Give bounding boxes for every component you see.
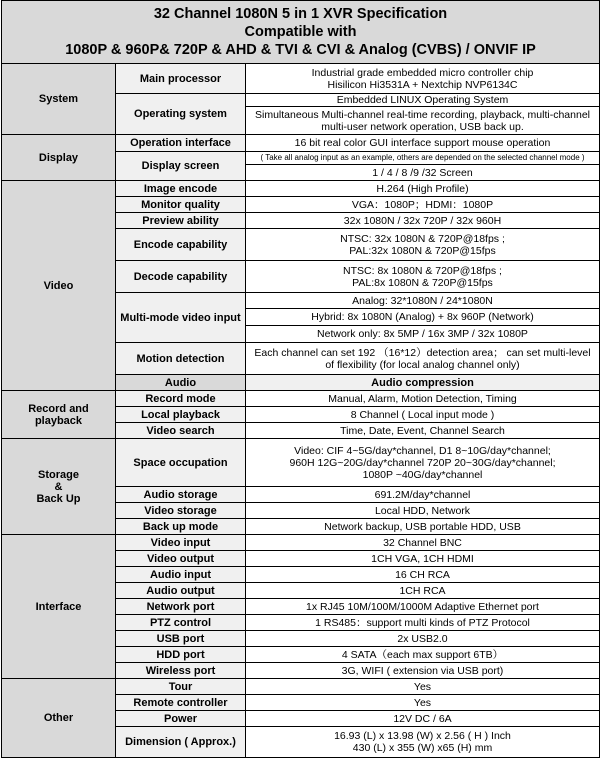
label-main-processor: Main processor (116, 64, 246, 94)
value-audio-storage: 691.2M/day*channel (246, 487, 600, 503)
value-usb-port: 2x USB2.0 (246, 631, 600, 647)
category-system: System (2, 64, 116, 135)
spec-sheet (1, 0, 599, 758)
title-row (2, 1, 600, 64)
value-network-port: 1x RJ45 10M/100M/1000M Adaptive Ethernet port (246, 599, 600, 615)
value-back-up-mode: Network backup, USB portable HDD, USB (246, 519, 600, 535)
table-row (2, 439, 600, 487)
value-video-output: 1CH VGA, 1CH HDMI (246, 551, 600, 567)
label-multi-mode-video-input: Multi-mode video input (116, 293, 246, 343)
value-video-input: 32 Channel BNC (246, 535, 600, 551)
value-local-playback: 8 Channel ( Local input mode ) (246, 407, 600, 423)
value-audio-output: 1CH RCA (246, 583, 600, 599)
value-line: PAL:8x 1080N & 720P@15fps (352, 276, 493, 289)
value-operating-system-2: Simultaneous Multi-channel real-time recording, playback, multi-channel multi-user network operation, USB back up. (246, 107, 600, 135)
label-dimension: Dimension ( Approx.) (116, 727, 246, 758)
value-decode-capability (246, 261, 600, 293)
title-line-2: Compatible with (244, 24, 357, 40)
value-preview-ability: 32x 1080N / 32x 720P / 32x 960H (246, 213, 600, 229)
label-decode-capability: Decode capability (116, 261, 246, 293)
label-audio-input: Audio input (116, 567, 246, 583)
label-audio-output: Audio output (116, 583, 246, 599)
value-encode-capability (246, 229, 600, 261)
value-line: 960H 12G~20G/day*channel 720P 20~30G/day*channel; (289, 456, 556, 469)
value-dimension (246, 727, 600, 758)
title-line-1: 32 Channel 1080N 5 in 1 XVR Specification (153, 6, 448, 22)
label-tour: Tour (116, 679, 246, 695)
label-hdd-port: HDD port (116, 647, 246, 663)
value-line: Video: CIF 4~5G/day*channel, D1 8~10G/day*channel; (294, 444, 551, 457)
label-preview-ability: Preview ability (116, 213, 246, 229)
value-video-search: Time, Date, Event, Channel Search (246, 423, 600, 439)
label-usb-port: USB port (116, 631, 246, 647)
value-line: 1080P ~40G/day*channel (362, 468, 483, 481)
value-display-screen: 1 / 4 / 8 /9 /32 Screen (246, 165, 600, 181)
label-video-input: Video input (116, 535, 246, 551)
value-video-storage: Local HDD, Network (246, 503, 600, 519)
spec-title (2, 1, 600, 64)
title-line-3: 1080P & 960P& 720P & AHD & TVI & CVI & Analog (CVBS) / ONVIF IP (65, 42, 536, 58)
value-multi-mode-1: Analog: 32*1080N / 24*1080N (246, 293, 600, 309)
value-line: 430 (L) x 355 (W) x65 (H) mm (352, 742, 493, 754)
value-multi-mode-2: Hybrid: 8x 1080N (Analog) + 8x 960P (Network) (246, 309, 600, 326)
label-monitor-quality: Monitor quality (116, 197, 246, 213)
category-record-playback: Record and playback (2, 391, 116, 439)
value-record-mode: Manual, Alarm, Motion Detection, Timing (246, 391, 600, 407)
table-row (2, 64, 600, 94)
label-image-encode: Image encode (116, 181, 246, 197)
label-remote-controller: Remote controller (116, 695, 246, 711)
value-motion-detection: Each channel can set 192 （16*12）detection area； can set multi-level of flexibility (for local analog channel only) (246, 343, 600, 375)
value-line: NTSC: 32x 1080N & 720P@18fps ; (340, 232, 505, 245)
label-operating-system: Operating system (116, 94, 246, 135)
value-line: NTSC: 8x 1080N & 720P@18fps ; (343, 264, 502, 277)
value-line: Hisilicon Hi3531A + Nextchip NVP6134C (327, 78, 518, 91)
label-video-output: Video output (116, 551, 246, 567)
label-record-mode: Record mode (116, 391, 246, 407)
table-row (2, 391, 600, 407)
label-audio-compression: Audio compression (246, 375, 600, 391)
value-operating-system-1: Embedded LINUX Operating System (246, 94, 600, 107)
label-video-storage: Video storage (116, 503, 246, 519)
value-line: Industrial grade embedded micro controller chip (311, 66, 534, 79)
category-audio: Audio (116, 375, 246, 391)
value-monitor-quality: VGA：1080P；HDMI：1080P (246, 197, 600, 213)
category-other: Other (2, 679, 116, 758)
table-row (2, 181, 600, 197)
label-operation-interface: Operation interface (116, 135, 246, 152)
table-row (2, 679, 600, 695)
category-video: Video (2, 181, 116, 391)
label-space-occupation: Space occupation (116, 439, 246, 487)
value-wireless-port: 3G, WIFI ( extension via USB port) (246, 663, 600, 679)
label-back-up-mode: Back up mode (116, 519, 246, 535)
category-line: Back Up (36, 492, 81, 505)
category-line: Storage (38, 468, 79, 481)
label-power: Power (116, 711, 246, 727)
value-operation-interface: 16 bit real color GUI interface support mouse operation (246, 135, 600, 152)
label-local-playback: Local playback (116, 407, 246, 423)
label-ptz-control: PTZ control (116, 615, 246, 631)
value-display-screen-note: ( Take all analog input as an example, others are depended on the selected channel mode ) (246, 152, 600, 165)
value-image-encode: H.264 (High Profile) (246, 181, 600, 197)
category-display: Display (2, 135, 116, 181)
value-hdd-port: 4 SATA（each max support 6TB） (246, 647, 600, 663)
value-line: 16.93 (L) x 13.98 (W) x 2.56 ( H ) Inch (334, 730, 511, 742)
category-interface: Interface (2, 535, 116, 679)
value-power: 12V DC / 6A (246, 711, 600, 727)
category-line: & (54, 480, 63, 493)
spec-table (1, 0, 600, 758)
value-space-occupation (246, 439, 600, 487)
category-storage-backup (2, 439, 116, 535)
label-display-screen: Display screen (116, 152, 246, 181)
label-motion-detection: Motion detection (116, 343, 246, 375)
label-wireless-port: Wireless port (116, 663, 246, 679)
value-main-processor (246, 64, 600, 94)
label-video-search: Video search (116, 423, 246, 439)
value-audio-input: 16 CH RCA (246, 567, 600, 583)
value-ptz-control: 1 RS485：support multi kinds of PTZ Protocol (246, 615, 600, 631)
table-row (2, 135, 600, 152)
value-remote-controller: Yes (246, 695, 600, 711)
table-row (2, 535, 600, 551)
value-tour: Yes (246, 679, 600, 695)
label-audio-storage: Audio storage (116, 487, 246, 503)
value-line: PAL:32x 1080N & 720P@15fps (349, 244, 496, 257)
label-network-port: Network port (116, 599, 246, 615)
value-multi-mode-3: Network only: 8x 5MP / 16x 3MP / 32x 1080P (246, 326, 600, 343)
label-encode-capability: Encode capability (116, 229, 246, 261)
